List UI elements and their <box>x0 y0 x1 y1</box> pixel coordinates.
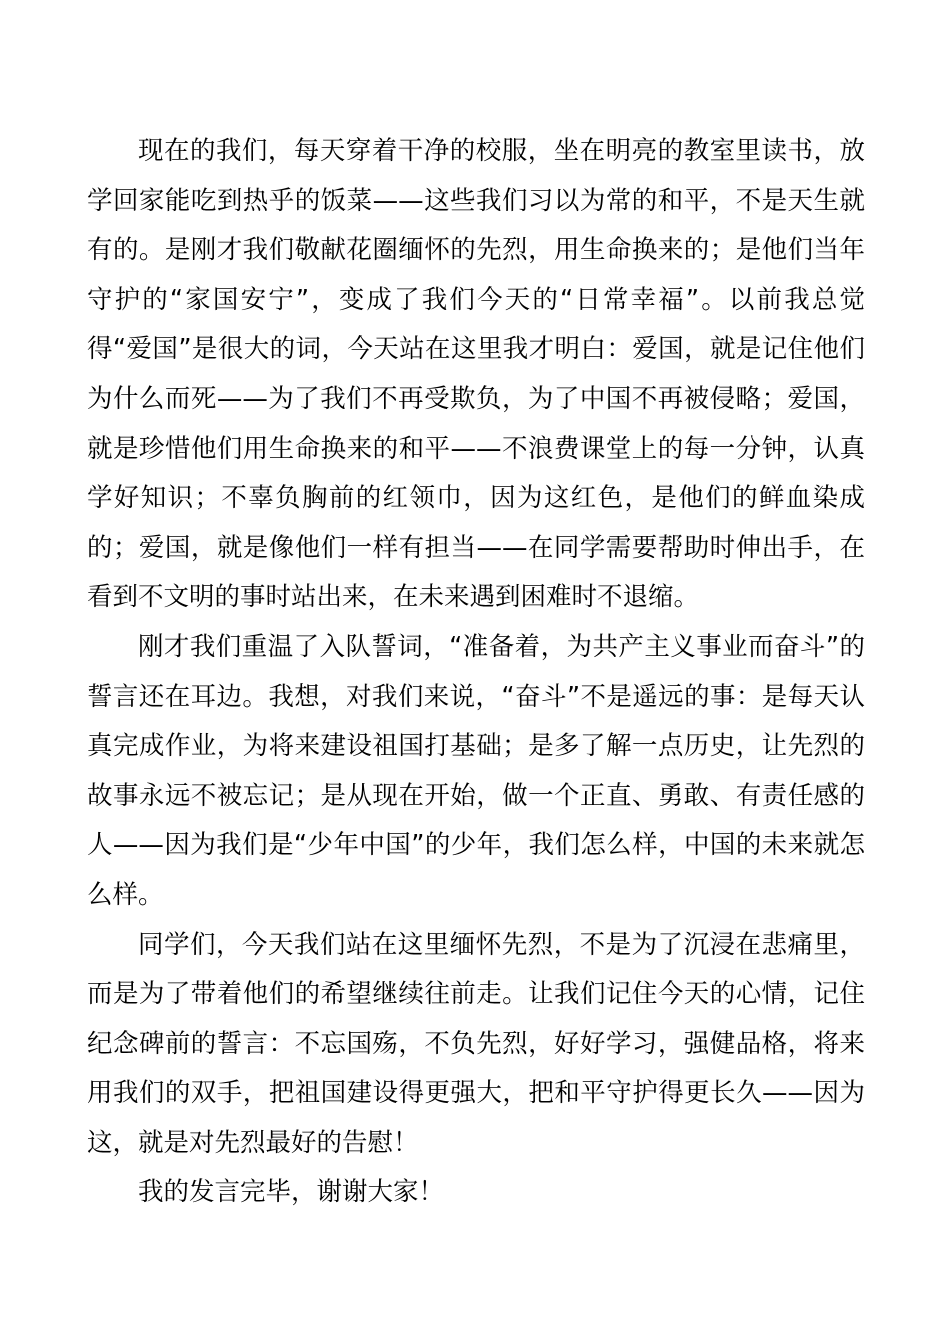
paragraph-oath-and-striving: 刚才我们重温了入队誓词，“准备着，为共产主义事业而奋斗”的誓言还在耳边。我想，对我们来说，“奋斗”不是遥远的事：是每天认真完成作业，为将来建设祖国打基础；是多了解一点历史，让先烈的故事永远不被忘记；是从现在开始，做一个正直、勇敢、有责任感的人——因为我们是“少年中国”的少年，我们怎么样，中国的未来就怎么样。 <box>87 631 865 910</box>
speech-body <box>87 127 865 1218</box>
paragraph-peace-and-patriotism: 现在的我们，每天穿着干净的校服，坐在明亮的教室里读书，放学回家能吃到热乎的饭菜——这些我们习以为常的和平，不是天生就有的。是刚才我们敬献花圈缅怀的先烈，用生命换来的；是他们当年守护的“家国安宁”，变成了我们今天的“日常幸福”。以前我总觉得“爱国”是很大的词，今天站在这里我才明白：爱国，就是记住他们为什么而死——为了我们不再受欺负，为了中国不再被侵略；爱国，就是珍惜他们用生命换来的和平——不浪费课堂上的每一分钟，认真学好知识；不辜负胸前的红领巾，因为这红色，是他们的鲜血染成的；爱国，就是像他们一样有担当——在同学需要帮助时伸出手，在看到不文明的事时站出来，在未来遇到困难时不退缩。 <box>87 136 865 613</box>
paragraph-closing: 我的发言完毕，谢谢大家！ <box>138 1177 445 1208</box>
paragraph-remember-martyrs: 同学们，今天我们站在这里缅怀先烈，不是为了沉浸在悲痛里，而是为了带着他们的希望继续往前走。让我们记住今天的心情，记住纪念碑前的誓言：不忘国殇，不负先烈，好好学习，强健品格，将来用我们的双手，把祖国建设得更强大，把和平守护得更长久——因为这，就是对先烈最好的告慰！ <box>87 929 865 1158</box>
